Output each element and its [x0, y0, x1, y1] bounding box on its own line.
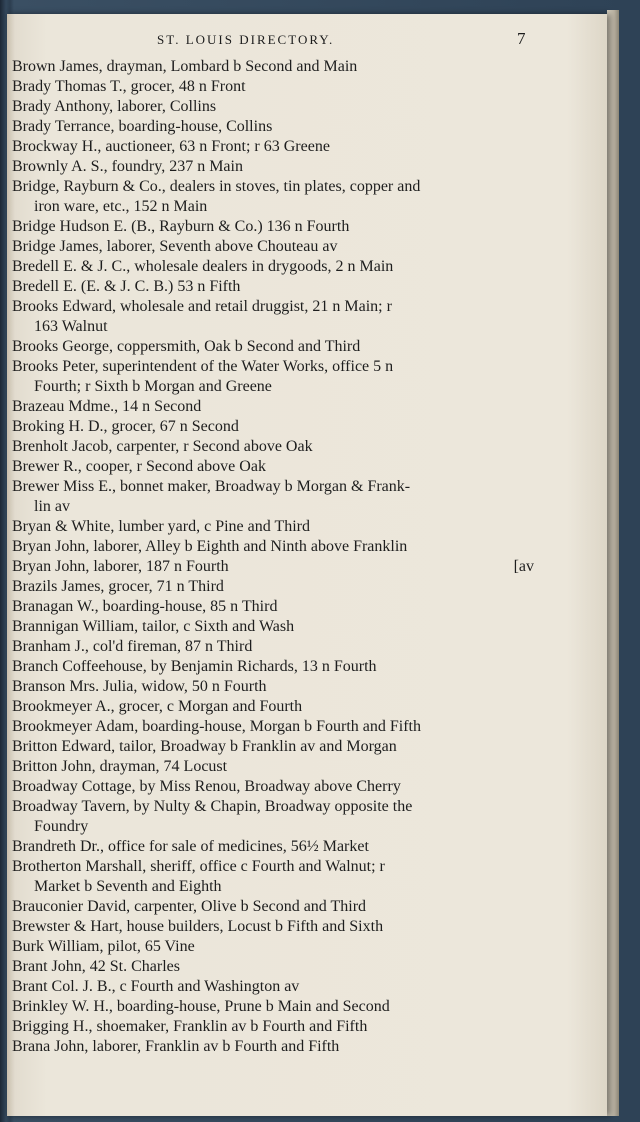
directory-entry — [12, 277, 532, 297]
entry-text: Brewster & Hart, house builders, Locust b Fifth and Sixth — [12, 918, 384, 935]
entry-text: Brady Thomas T., grocer, 48 n Front — [12, 78, 246, 95]
directory-entry — [12, 297, 532, 317]
bracket-note: [av — [513, 558, 534, 575]
entry-text: Brown James, drayman, Lombard b Second and Main — [12, 58, 358, 75]
directory-entry — [12, 397, 532, 417]
directory-entry — [12, 517, 532, 537]
directory-entry — [12, 157, 532, 177]
directory-entry — [12, 477, 532, 497]
entry-text: Brooks Edward, wholesale and retail druggist, 21 n Main; r — [12, 298, 392, 315]
directory-entry — [12, 437, 532, 457]
directory-entry — [12, 937, 532, 957]
directory-entry — [12, 917, 532, 937]
entry-text: Broadway Cottage, by Miss Renou, Broadway above Cherry — [12, 778, 401, 795]
entry-text: Brewer Miss E., bonnet maker, Broadway b Morgan & Frank- — [12, 478, 411, 495]
entry-text: iron ware, etc., 152 n Main — [34, 198, 208, 215]
entry-text: Brenholt Jacob, carpenter, r Second above Oak — [12, 438, 313, 455]
directory-entry — [12, 757, 532, 777]
directory-entry — [12, 957, 532, 977]
directory-entry — [12, 97, 532, 117]
directory-entry — [12, 977, 532, 997]
entry-text: Brookmeyer Adam, boarding-house, Morgan b Fourth and Fifth — [12, 718, 421, 735]
entry-text: Bridge James, laborer, Seventh above Chouteau av — [12, 238, 338, 255]
entry-text: Bryan & White, lumber yard, c Pine and Third — [12, 518, 311, 535]
entry-text: lin av — [34, 498, 70, 515]
entry-text: 163 Walnut — [34, 318, 108, 335]
directory-entry — [12, 537, 532, 557]
entry-text: Market b Seventh and Eighth — [34, 878, 222, 895]
directory-entry — [12, 637, 532, 657]
entry-text: Brant Col. J. B., c Fourth and Washington av — [12, 978, 300, 995]
entry-text: Brewer R., cooper, r Second above Oak — [12, 458, 266, 475]
directory-entry — [12, 57, 532, 77]
directory-entry — [12, 777, 532, 797]
directory-entry — [12, 217, 532, 237]
entry-text: Brady Terrance, boarding-house, Collins — [12, 118, 273, 135]
directory-entry — [12, 177, 532, 197]
directory-entry — [12, 697, 532, 717]
entry-text: Brana John, laborer, Franklin av b Fourth and Fifth — [12, 1038, 340, 1055]
directory-entry — [12, 117, 532, 137]
entry-text: Brotherton Marshall, sheriff, office c Fourth and Walnut; r — [12, 858, 385, 875]
entry-text: Bryan John, laborer, Alley b Eighth and Ninth above Franklin — [12, 538, 408, 555]
directory-entry — [12, 257, 532, 277]
entry-text: Brazils James, grocer, 71 n Third — [12, 578, 224, 595]
page-header — [7, 29, 607, 52]
entry-text: Brooks Peter, superintendent of the Water Works, office 5 n — [12, 358, 394, 375]
directory-entry — [12, 77, 532, 97]
entry-text: Branagan W., boarding-house, 85 n Third — [12, 598, 278, 615]
directory-entry — [12, 557, 532, 577]
entry-text: Bryan John, laborer, 187 n Fourth — [12, 558, 229, 575]
directory-entry — [12, 237, 532, 257]
directory-entry — [12, 997, 532, 1017]
entry-text: Foundry — [34, 818, 89, 835]
directory-entry-continuation — [12, 497, 532, 517]
directory-entry — [12, 1037, 532, 1057]
directory-entry — [12, 677, 532, 697]
directory-entry — [12, 857, 532, 877]
page-edge — [607, 10, 619, 1116]
directory-entry-continuation — [12, 877, 532, 897]
directory-entry — [12, 417, 532, 437]
entry-text: Bredell E. & J. C., wholesale dealers in drygoods, 2 n Main — [12, 258, 394, 275]
running-head: ST. LOUIS DIRECTORY. — [157, 32, 335, 47]
entry-text: Bredell E. (E. & J. C. B.) 53 n Fifth — [12, 278, 241, 295]
directory-entry — [12, 657, 532, 677]
directory-entries — [12, 57, 532, 1057]
entry-text: Bridge, Rayburn & Co., dealers in stoves, tin plates, copper and — [12, 178, 421, 195]
directory-entry-continuation — [12, 197, 532, 217]
entry-text: Fourth; r Sixth b Morgan and Greene — [34, 378, 272, 395]
directory-entry — [12, 837, 532, 857]
directory-entry — [12, 577, 532, 597]
entry-text: Britton Edward, tailor, Broadway b Franklin av and Morgan — [12, 738, 397, 755]
entry-text: Brookmeyer A., grocer, c Morgan and Fourth — [12, 698, 303, 715]
directory-entry — [12, 597, 532, 617]
directory-entry — [12, 797, 532, 817]
entry-text: Brockway H., auctioneer, 63 n Front; r 63 Greene — [12, 138, 330, 155]
entry-text: Brady Anthony, laborer, Collins — [12, 98, 217, 115]
directory-entry — [12, 897, 532, 917]
entry-text: Branch Coffeehouse, by Benjamin Richards, 13 n Fourth — [12, 658, 377, 675]
directory-entry — [12, 617, 532, 637]
page-number: 7 — [517, 29, 526, 48]
entry-text: Brazeau Mdme., 14 n Second — [12, 398, 202, 415]
entry-text: Branson Mrs. Julia, widow, 50 n Fourth — [12, 678, 267, 695]
entry-text: Brandreth Dr., office for sale of medicines, 56½ Market — [12, 838, 369, 855]
entry-text: Brannigan William, tailor, c Sixth and Wash — [12, 618, 295, 635]
directory-entry — [12, 137, 532, 157]
entry-text: Brant John, 42 St. Charles — [12, 958, 180, 975]
directory-entry — [12, 337, 532, 357]
entry-text: Brownly A. S., foundry, 237 n Main — [12, 158, 243, 175]
directory-page — [7, 14, 607, 1116]
directory-entry-continuation — [12, 817, 532, 837]
directory-entry — [12, 717, 532, 737]
entry-text: Brigging H., shoemaker, Franklin av b Fourth and Fifth — [12, 1018, 368, 1035]
directory-entry — [12, 457, 532, 477]
entry-text: Branham J., col'd fireman, 87 n Third — [12, 638, 253, 655]
entry-text: Broking H. D., grocer, 67 n Second — [12, 418, 239, 435]
entry-text: Brauconier David, carpenter, Olive b Second and Third — [12, 898, 367, 915]
directory-entry — [12, 1017, 532, 1037]
entry-text: Brinkley W. H., boarding-house, Prune b Main and Second — [12, 998, 390, 1015]
directory-entry-continuation — [12, 377, 532, 397]
entry-text: Bridge Hudson E. (B., Rayburn & Co.) 136 n Fourth — [12, 218, 350, 235]
directory-entry — [12, 737, 532, 757]
entry-text: Broadway Tavern, by Nulty & Chapin, Broadway opposite the — [12, 798, 413, 815]
entry-text: Burk William, pilot, 65 Vine — [12, 938, 195, 955]
entry-text: Britton John, drayman, 74 Locust — [12, 758, 228, 775]
directory-entry — [12, 357, 532, 377]
entry-text: Brooks George, coppersmith, Oak b Second and Third — [12, 338, 361, 355]
directory-entry-continuation — [12, 317, 532, 337]
